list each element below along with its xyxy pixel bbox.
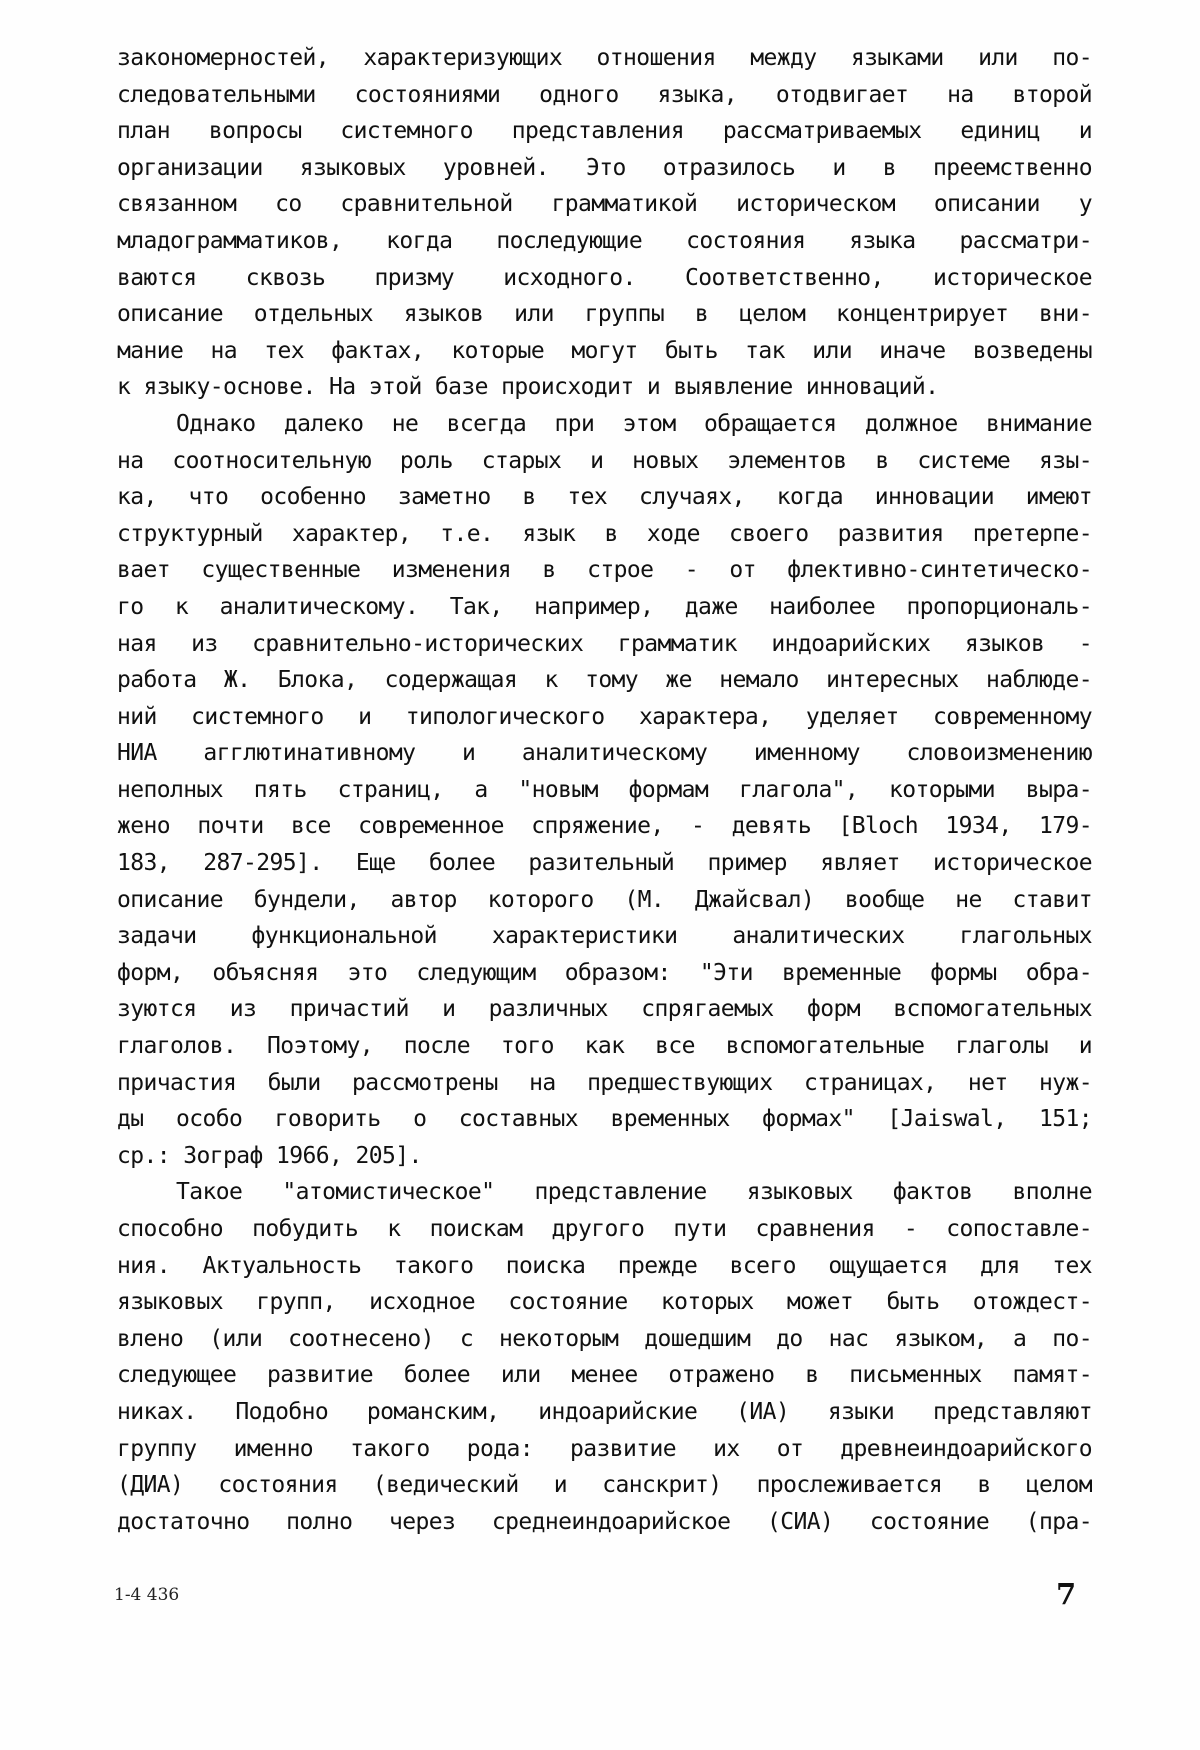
text-line: глаголов. Поэтому, после того как все вспомогательные глаголы и — [117, 1033, 1092, 1060]
text-line: следовательными состояниями одного языка, отодвигает на второй — [117, 81, 1092, 108]
body-text — [117, 40, 1092, 1540]
text-line: причастия были рассмотрены на предшествующих страницах, нет нуж- — [117, 1069, 1092, 1096]
text-line: зуются из причастий и различных спрягаемых форм вспомогательных — [117, 996, 1092, 1023]
text-line: структурный характер, т.е. язык в ходе своего развития претерпе- — [117, 520, 1092, 547]
text-line: план вопросы системного представления рассматриваемых единиц и — [117, 118, 1092, 145]
text-line: связанном со сравнительной грамматикой историческом описании у — [117, 191, 1092, 218]
text-line: ная из сравнительно-исторических грамматик индоарийских языков - — [117, 630, 1092, 657]
page-number: 7 — [1056, 1577, 1077, 1611]
text-line: никах. Подобно романским, индоарийские (ИА) языки представляют — [117, 1398, 1092, 1425]
text-line: организации языковых уровней. Это отразилось и в преемственно — [117, 154, 1092, 181]
text-line: достаточно полно через среднеиндоарийское (СИА) состояние (пра- — [117, 1508, 1092, 1535]
text-line: ваются сквозь призму исходного. Соответственно, историческое — [117, 264, 1092, 291]
text-line: на соотносительную роль старых и новых элементов в системе язы- — [117, 447, 1092, 474]
text-line: (ДИА) состояния (ведический и санскрит) прослеживается в целом — [117, 1472, 1092, 1499]
text-line: описание отдельных языков или группы в целом концентрирует вни- — [117, 301, 1092, 328]
paragraph-start-line: Такое "атомистическое" представление языковых фактов вполне — [176, 1179, 1092, 1206]
text-line: 183, 287-295]. Еще более разительный пример являет историческое — [117, 850, 1092, 877]
text-line: НИА агглютинативному и аналитическому именному словоизменению — [117, 740, 1092, 767]
text-line: жено почти все современное спряжение, - девять [Bloch 1934, 179- — [117, 813, 1092, 840]
text-line: форм, объясняя это следующим образом: "Эти временные формы обра- — [117, 959, 1092, 986]
text-line: работа Ж. Блока, содержащая к тому же немало интересных наблюде- — [117, 667, 1092, 694]
text-line: неполных пять страниц, а "новым формам глагола", которыми выра- — [117, 776, 1092, 803]
text-line: мание на тех фактах, которые могут быть так или иначе возведены — [117, 337, 1092, 364]
text-line: ка, что особенно заметно в тех случаях, когда инновации имеют — [117, 484, 1092, 511]
text-line: ды особо говорить о составных временных формах" [Jaiswal, 151; — [117, 1106, 1092, 1133]
text-line: к языку-основе. На этой базе происходит и выявление инноваций. — [117, 374, 939, 401]
text-line: вает существенные изменения в строе - от флективно-синтетическо- — [117, 557, 1092, 584]
text-line: ний системного и типологического характера, уделяет современному — [117, 703, 1092, 730]
text-line: группу именно такого рода: развитие их от древнеиндоарийского — [117, 1435, 1092, 1462]
text-line: закономерностей, характеризующих отношения между языками или по- — [117, 45, 1092, 71]
text-line: го к аналитическому. Так, например, даже наиболее пропорциональ- — [117, 593, 1092, 620]
text-line: языковых групп, исходное состояние которых может быть отождест- — [117, 1289, 1092, 1316]
text-line: задачи функциональной характеристики аналитических глагольных — [117, 923, 1092, 950]
text-line: способно побудить к поискам другого пути сравнения - сопоставле- — [117, 1216, 1092, 1242]
paragraph-start-line: Однако далеко не всегда при этом обращается должное внимание — [176, 410, 1092, 437]
text-line: ср.: Зограф 1966, 205]. — [117, 1142, 422, 1169]
text-line: младограмматиков, когда последующие состояния языка рассматри- — [117, 227, 1092, 254]
text-line: ния. Актуальность такого поиска прежде всего ощущается для тех — [117, 1252, 1092, 1279]
text-line: описание бундели, автор которого (М. Джайсвал) вообще не ставит — [117, 886, 1092, 913]
text-line: влено (или соотнесено) с некоторым дошедшим до нас языком, а по- — [117, 1325, 1092, 1352]
printer-signature: 1-4 436 — [114, 1585, 180, 1605]
text-line: следующее развитие более или менее отражено в письменных памят- — [117, 1362, 1092, 1389]
